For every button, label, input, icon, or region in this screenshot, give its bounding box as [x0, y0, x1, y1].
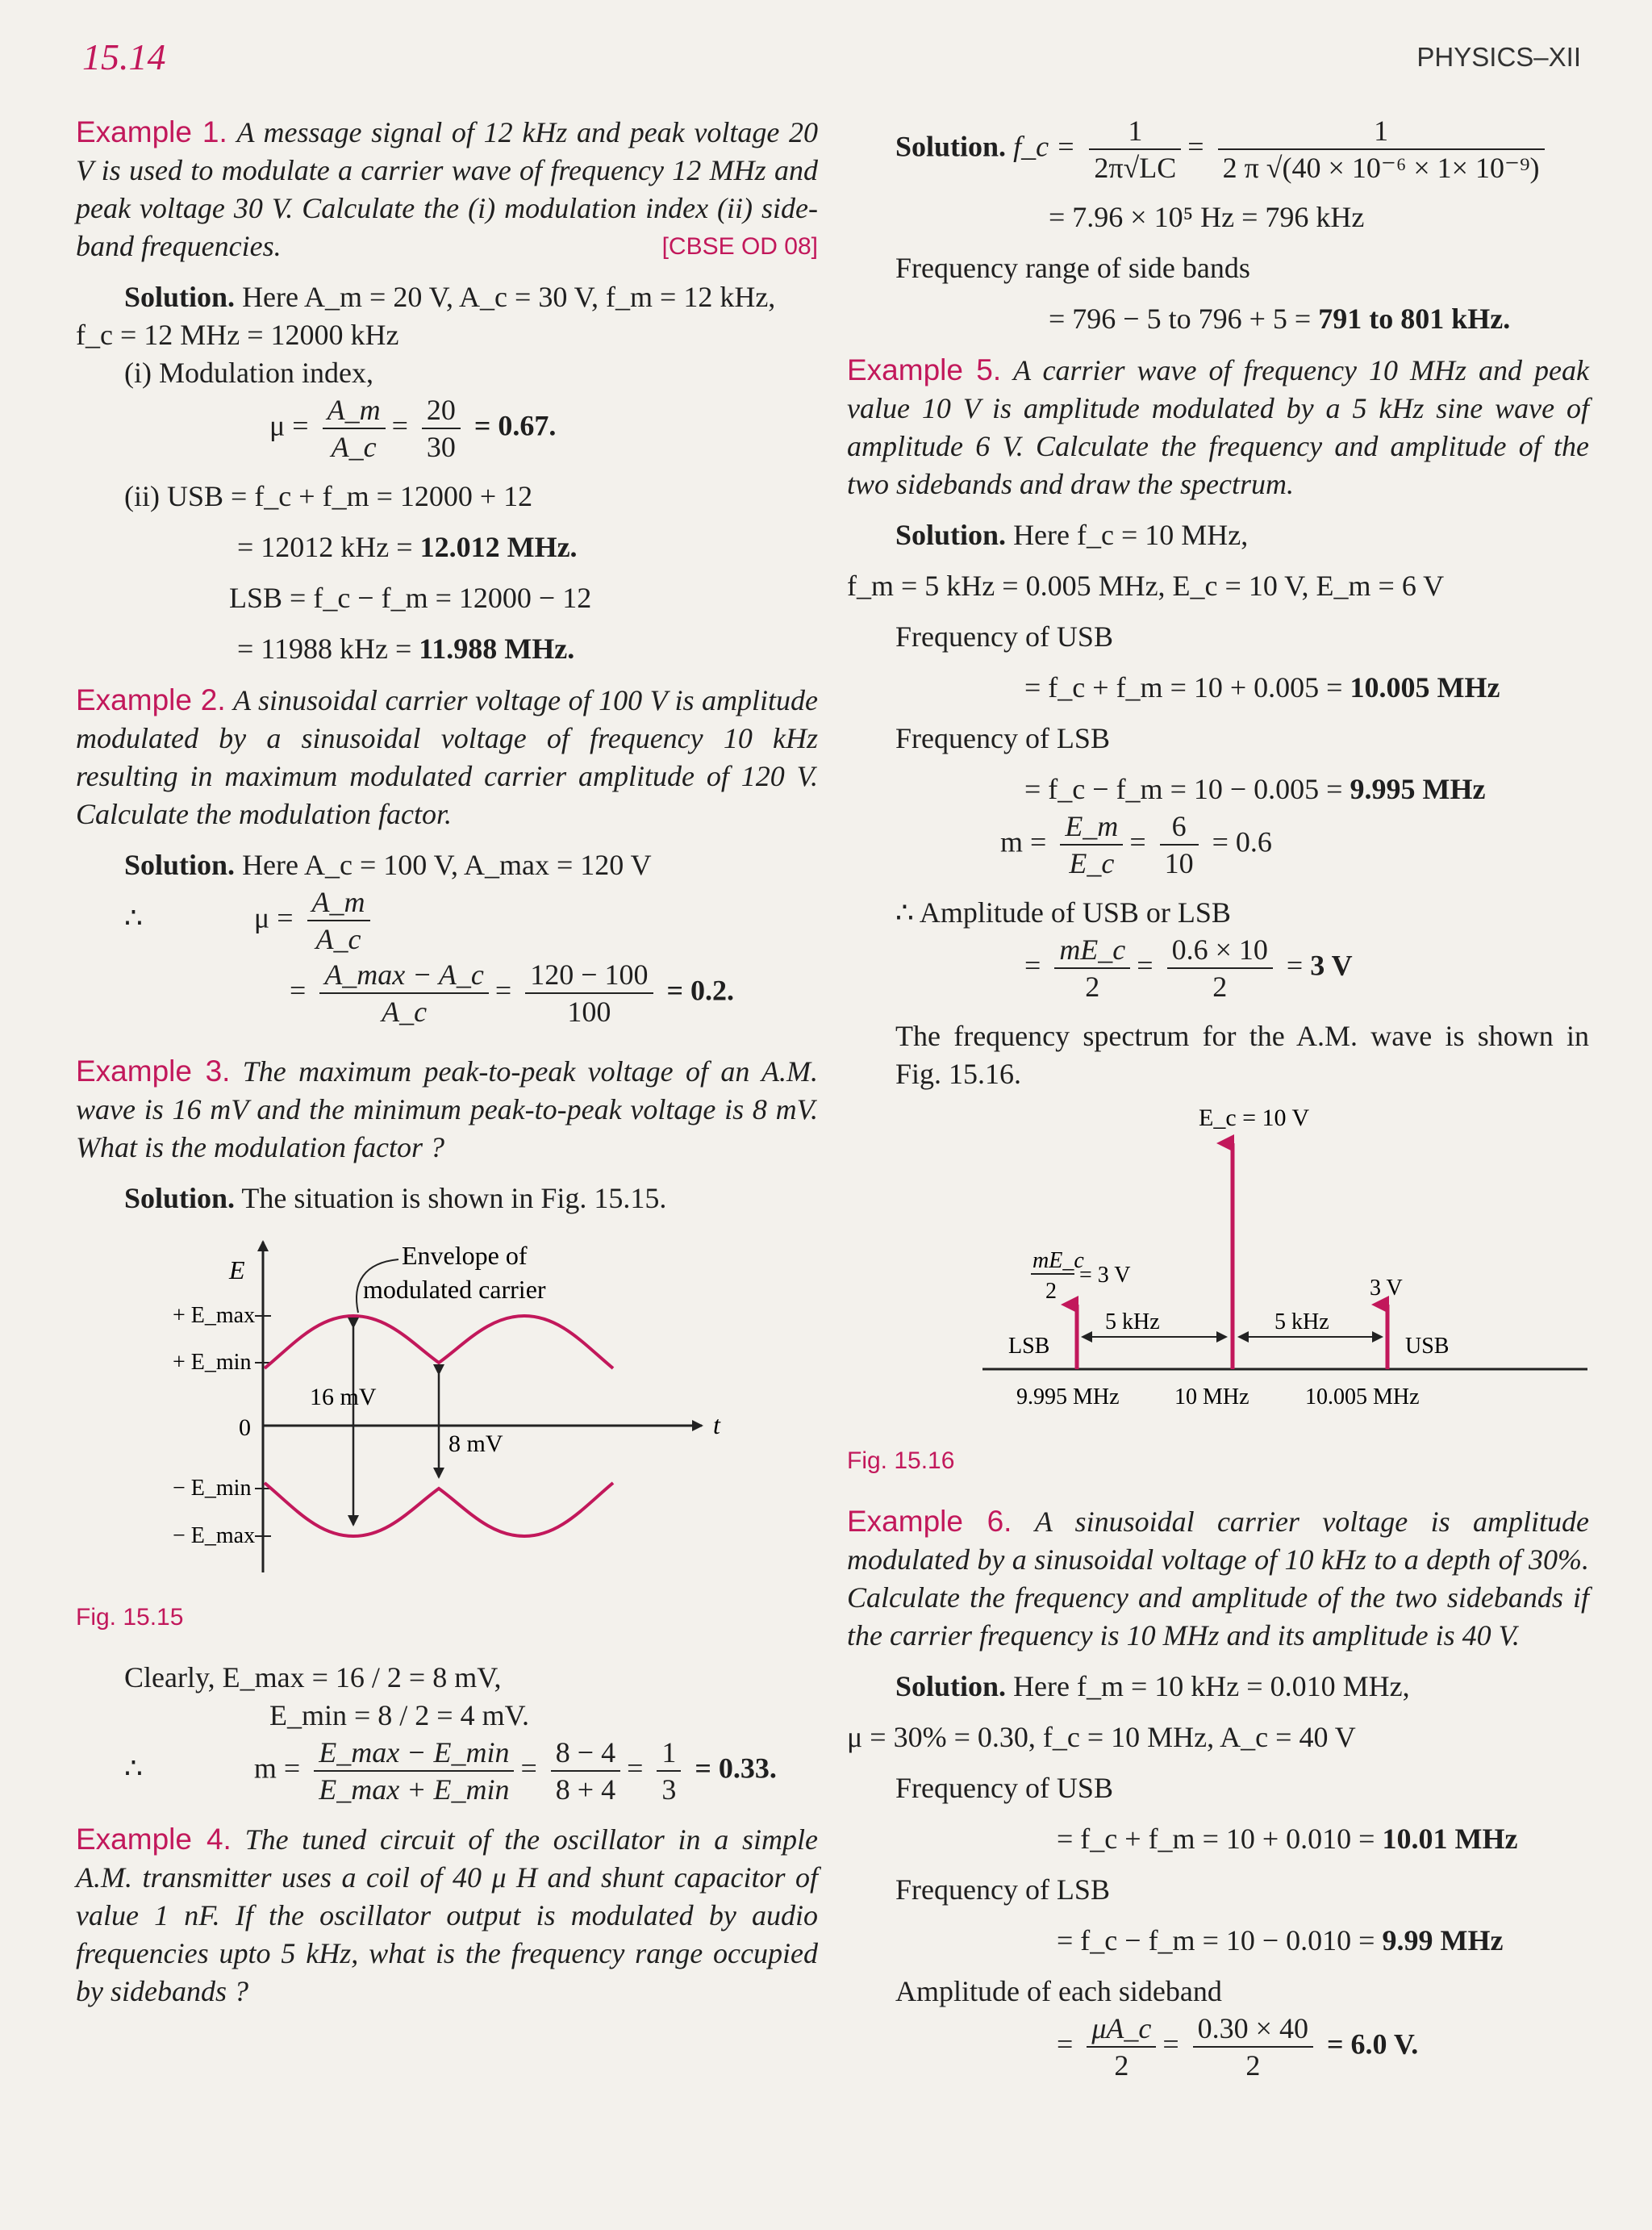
- am-wave-figure: [76, 1217, 818, 1589]
- fraction: [1054, 932, 1130, 1004]
- example-5-line-8: ∴ Amplitude of USB or LSB: [895, 896, 1231, 929]
- solution-text: Here f_c = 10 MHz,: [1013, 519, 1249, 551]
- numerator: 0.30 × 40: [1193, 2011, 1313, 2048]
- solution-text: Here A_c = 100 V, A_max = 120 V: [242, 849, 652, 881]
- example-6-question: [847, 1502, 1589, 1655]
- example-2-mu-equation: [76, 884, 818, 957]
- lower-envelope: [265, 1483, 613, 1536]
- example-2-text: A sinusoidal carrier voltage of 100 V is amplitude modulated by a sinusoidal voltage of frequency 10 kHz resulting in maximum modulated carrier amplitude of 120 V. Calculate the modulation factor.: [76, 684, 819, 830]
- example-6-line-5: Frequency of LSB: [895, 1873, 1110, 1906]
- solution-label: Solution.: [124, 849, 236, 881]
- denominator: A_c: [315, 923, 361, 955]
- figure-15-15-caption: Fig. 15.15: [76, 1604, 184, 1631]
- fraction: [551, 1735, 620, 1807]
- example-5: [847, 351, 1589, 1480]
- equation-result: 9.99 MHz: [1382, 1924, 1504, 1956]
- equation-lhs: m =: [1000, 825, 1047, 858]
- numerator: 0.6 × 10: [1167, 932, 1273, 969]
- equation-lhs: f_c =: [1013, 130, 1076, 163]
- example-6-line-3: Frequency of USB: [895, 1772, 1113, 1804]
- carrier-frequency-label: 10 MHz: [1174, 1384, 1249, 1409]
- numerator: 8 − 4: [551, 1735, 620, 1772]
- example-4-fc-equation: Solution. f_c = $\frac{1}{2\pi√LC}$ = $\frac{1}{\text{2 π √(40 × 10⁻⁶ × 1× 10⁻⁹)}}$: [847, 113, 1589, 186]
- denominator: 2: [1085, 971, 1100, 1003]
- example-1-question: [76, 113, 818, 265]
- example-3: [76, 1052, 818, 1807]
- numerator: 1: [1218, 113, 1545, 150]
- example-5-line-3: Frequency of USB: [895, 620, 1113, 653]
- example-6-label: Example 6.: [847, 1505, 1012, 1538]
- example-2-solution-line: [76, 846, 818, 884]
- equation-lhs: μ =: [253, 901, 294, 934]
- equation-result: 12.012 MHz.: [419, 531, 578, 563]
- example-4: [76, 1820, 818, 2011]
- lsb-label: LSB: [1008, 1334, 1050, 1359]
- mec-numerator: mE_c: [1032, 1248, 1084, 1273]
- equation-result: 10.01 MHz: [1382, 1823, 1518, 1855]
- denominator: 10: [1164, 847, 1194, 879]
- example-3-question: [76, 1052, 818, 1167]
- denominator: E_max + E_min: [319, 1773, 510, 1806]
- example-6-text: A sinusoidal carrier voltage is amplitude modulated by a sinusoidal voltage of 10 kHz to a depth of 30%. Calculate the frequency and amplitude of the two sidebands if the carrier frequency is 10 MHz and its amplitude is 40 V.: [847, 1505, 1590, 1652]
- fraction: [1193, 2011, 1313, 2083]
- numerator: A_max − A_c: [319, 957, 489, 994]
- t-axis-label: t: [713, 1410, 720, 1439]
- numerator: E_m: [1060, 808, 1123, 846]
- example-5-question: [847, 351, 1589, 503]
- example-1-line-2: f_c = 12 MHz = 12000 kHz: [76, 319, 399, 351]
- example-5-label: Example 5.: [847, 353, 1002, 386]
- fraction: [319, 957, 489, 1029]
- numerator: 6: [1160, 808, 1199, 846]
- example-6: [847, 1502, 1589, 2083]
- therefore-symbol: ∴: [124, 901, 143, 934]
- minus-emax-label: − E_max: [173, 1523, 256, 1548]
- fraction: [525, 957, 653, 1029]
- example-1-line-7: LSB = f_c − f_m = 12000 − 12: [229, 582, 592, 614]
- example-1-line-8: [76, 630, 818, 668]
- example-6-amplitude-equation: = $\frac{\mu A\_c}{2}$ = $\frac{0.30 \times 40}{2}$ = 6.0 V.: [1057, 2012, 1419, 2082]
- numerator: A_m: [307, 884, 370, 921]
- fraction: [657, 1735, 681, 1807]
- plus-emin-label: + E_min: [173, 1350, 252, 1375]
- solution-label: Solution.: [124, 281, 236, 313]
- page-number: 15.14: [82, 36, 166, 77]
- example-4-text: The tuned circuit of the oscillator in a simple A.M. transmitter uses a coil of 40 μ H and shunt capacitor of value 1 nF. If the oscillator output is modulated by audio frequencies upto 5 kHz, what is the frequency range occupied by sidebands ?: [76, 1823, 818, 2007]
- fraction: [1060, 808, 1123, 881]
- solution-label: Solution.: [124, 1182, 236, 1214]
- solution-text: Here A_m = 20 V, A_c = 30 V, f_m = 12 kHz,: [242, 281, 776, 313]
- equals-sign: =: [1286, 949, 1304, 982]
- example-3-emin-line: E_min = 8 / 2 = 4 mV.: [269, 1699, 529, 1731]
- example-5-text: A carrier wave of frequency 10 MHz and peak value 10 V is amplitude modulated by a 5 kHz sine wave of amplitude 6 V. Calculate the frequency and amplitude of the two sidebands and draw the spectrum.: [847, 354, 1590, 500]
- usb-label: USB: [1405, 1334, 1450, 1359]
- example-6-line-2: μ = 30% = 0.30, f_c = 10 MHz, A_c = 40 V: [847, 1721, 1356, 1753]
- denominator: E_c: [1069, 847, 1115, 879]
- example-4-line-2: = 7.96 × 10⁵ Hz = 796 kHz: [1049, 201, 1365, 233]
- equation-part: = 12012 kHz =: [237, 531, 413, 563]
- example-4-line-4: [847, 300, 1589, 338]
- example-5-solution-line: [847, 516, 1589, 554]
- lsb-spacing-label: 5 kHz: [1105, 1309, 1160, 1334]
- equals-sign: =: [1024, 949, 1041, 982]
- example-4-label: Example 4.: [76, 1823, 232, 1856]
- plus-emax-label: + E_max: [173, 1303, 256, 1328]
- lsb-frequency-label: 9.995 MHz: [1016, 1384, 1120, 1409]
- example-5-line-2: f_m = 5 kHz = 0.005 MHz, E_c = 10 V, E_m = 6 V: [847, 570, 1445, 602]
- example-2-label: Example 2.: [76, 683, 226, 716]
- frequency-spectrum-figure: [847, 1093, 1589, 1432]
- equation-result: 3 V: [1310, 949, 1353, 982]
- equation-part: = 796 − 5 to 796 + 5 =: [1049, 303, 1312, 335]
- equation-result: = 0.6: [1212, 825, 1272, 858]
- example-1-line-3: (i) Modulation index,: [124, 357, 373, 389]
- upper-envelope: [265, 1316, 613, 1368]
- denominator: 8 + 4: [555, 1773, 616, 1806]
- left-column: [76, 113, 818, 2011]
- mec-denominator: 2: [1045, 1279, 1057, 1304]
- v8-label: 8 mV: [448, 1430, 503, 1457]
- example-5-amplitude-equation: = $\frac{mE\_c}{2}$ = $\frac{0.6 \times 10}{2}$ = 3 V: [1024, 933, 1353, 1003]
- fraction: [323, 392, 386, 465]
- example-1-citation: [CBSE OD 08]: [661, 233, 818, 260]
- example-5-line-4: [847, 669, 1589, 707]
- numerator: 1: [1089, 113, 1181, 150]
- fraction: [1218, 113, 1545, 186]
- numerator: 20: [422, 392, 461, 429]
- solution-label: Solution.: [895, 519, 1007, 551]
- fraction: [314, 1735, 514, 1807]
- example-1: [76, 113, 818, 668]
- numerator: E_max − E_min: [314, 1735, 514, 1772]
- denominator: 2 π √(40 × 10⁻⁶ × 1× 10⁻⁹): [1222, 152, 1540, 184]
- equation-result: 10.005 MHz: [1350, 671, 1500, 704]
- denominator: 3: [661, 1773, 677, 1806]
- denominator: 2: [1245, 2049, 1261, 2082]
- equation-part: = f_c + f_m = 10 + 0.005 =: [1024, 671, 1343, 704]
- example-1-text: A message signal of 12 kHz and peak voltage 20 V is used to modulate a carrier wave of frequency 12 MHz and peak voltage 30 V. Calculate the (i) modulation index (ii) side-band frequencies.: [76, 116, 819, 262]
- example-5-line-10: The frequency spectrum for the A.M. wave is shown in Fig. 15.16.: [895, 1020, 1589, 1090]
- usb-spacing-label: 5 kHz: [1274, 1309, 1329, 1334]
- example-3-text: The maximum peak-to-peak voltage of an A.M. wave is 16 mV and the minimum peak-to-peak voltage is 8 mV. What is the modulation factor ?: [76, 1055, 818, 1163]
- denominator: 2: [1212, 971, 1228, 1003]
- origin-label: 0: [239, 1414, 251, 1441]
- example-4-line-3: Frequency range of side bands: [895, 252, 1250, 284]
- example-3-clearly-line: Clearly, E_max = 16 / 2 = 8 mV,: [124, 1661, 502, 1693]
- example-4-solution: [847, 113, 1589, 338]
- equation-lhs: m =: [253, 1752, 301, 1785]
- example-6-solution-line: [847, 1668, 1589, 1706]
- mec-value: = 3 V: [1079, 1263, 1131, 1288]
- example-6-line-7: Amplitude of each sideband: [895, 1975, 1222, 2007]
- equation-result: 791 to 801 kHz.: [1318, 303, 1511, 335]
- example-3-label: Example 3.: [76, 1054, 231, 1088]
- equation-result: 11.988 MHz.: [419, 633, 575, 665]
- envelope-label-line-1: Envelope of: [402, 1241, 528, 1270]
- example-6-line-4: [847, 1820, 1589, 1858]
- solution-label: Solution.: [895, 130, 1007, 163]
- fraction: [422, 392, 461, 465]
- example-2: [76, 681, 818, 1029]
- denominator: 2: [1114, 2049, 1129, 2082]
- example-3-m-equation: ∴ m = $\frac{E\_\max - E\_\min}{E\_\max + E\_\min}$ = $\frac{8 - 4}{8 + 4}$ = $\frac{1}{3}$ = 0.33.: [124, 1736, 777, 1806]
- e-axis-label: E: [229, 1255, 245, 1284]
- denominator: 100: [567, 996, 611, 1028]
- example-5-line-5: Frequency of LSB: [895, 722, 1110, 754]
- solution-text: The situation is shown in Fig. 15.15.: [241, 1182, 667, 1214]
- v16-label: 16 mV: [310, 1384, 377, 1410]
- carrier-amplitude-label: E_c = 10 V: [1199, 1105, 1310, 1131]
- fraction: [1160, 808, 1199, 881]
- equation-part: = f_c + f_m = 10 + 0.010 =: [1057, 1823, 1375, 1855]
- example-5-line-6: [847, 770, 1589, 808]
- equation-result: = 0.67.: [473, 409, 557, 442]
- denominator: A_c: [382, 996, 428, 1028]
- solution-text: Here f_m = 10 kHz = 0.010 MHz,: [1013, 1670, 1410, 1702]
- equals-sign: =: [1057, 2027, 1074, 2061]
- figure-15-16-caption: Fig. 15.16: [847, 1447, 955, 1474]
- right-column: [847, 113, 1589, 2083]
- example-5-m-equation: m = $\frac{E\_m}{E\_c}$ = $\frac{6}{10}$ = 0.6: [1000, 810, 1272, 879]
- example-2-question: [76, 681, 818, 833]
- therefore-symbol: ∴: [124, 1752, 143, 1785]
- book-title: PHYSICS–XII: [1416, 42, 1581, 72]
- fraction: [1087, 2011, 1156, 2083]
- numerator: μA_c: [1087, 2011, 1156, 2048]
- fraction: [1089, 113, 1181, 186]
- equation-part: = f_c − f_m = 10 − 0.005 =: [1024, 773, 1343, 805]
- numerator: 120 − 100: [525, 957, 653, 994]
- solution-label: Solution.: [895, 1670, 1007, 1702]
- usb-amplitude-label: 3 V: [1370, 1276, 1403, 1301]
- denominator: 30: [426, 431, 456, 463]
- denominator: 2π√LC: [1094, 152, 1177, 184]
- numerator: A_m: [323, 392, 386, 429]
- fraction: [307, 884, 370, 957]
- example-1-line-6: [76, 528, 818, 566]
- numerator: mE_c: [1054, 932, 1130, 969]
- equation-part: = 11988 kHz =: [237, 633, 412, 665]
- equation-result: = 0.33.: [695, 1752, 777, 1785]
- example-1-modulation-index-equation: μ = $\frac{A\_m}{A\_c}$ = $\frac{20}{30}$ = 0.67.: [269, 394, 557, 463]
- example-2-result-equation: = $\frac{A\_\max - A\_c}{A\_c}$ = $\frac{120 - 100}{100}$ = 0.2.: [290, 958, 735, 1028]
- numerator: 1: [657, 1735, 681, 1772]
- equation-result: 9.995 MHz: [1350, 773, 1486, 805]
- envelope-label-line-2: modulated carrier: [363, 1275, 546, 1304]
- equation-result: = 0.2.: [666, 974, 735, 1007]
- example-1-solution-line: [76, 278, 818, 316]
- equation-lhs: μ =: [269, 409, 309, 442]
- example-6-line-6: [847, 1922, 1589, 1960]
- example-1-line-5: (ii) USB = f_c + f_m = 12000 + 12: [124, 480, 533, 512]
- fraction: [1167, 932, 1273, 1004]
- usb-frequency-label: 10.005 MHz: [1305, 1384, 1420, 1409]
- equation-part: = f_c − f_m = 10 − 0.010 =: [1057, 1924, 1375, 1956]
- example-1-label: Example 1.: [76, 115, 227, 148]
- equals-sign: =: [290, 974, 307, 1007]
- denominator: A_c: [331, 431, 377, 463]
- example-3-solution-line: [76, 1180, 818, 1217]
- equation-result: = 6.0 V.: [1326, 2027, 1419, 2061]
- example-4-question: [76, 1820, 818, 2011]
- minus-emin-label: − E_min: [173, 1476, 252, 1501]
